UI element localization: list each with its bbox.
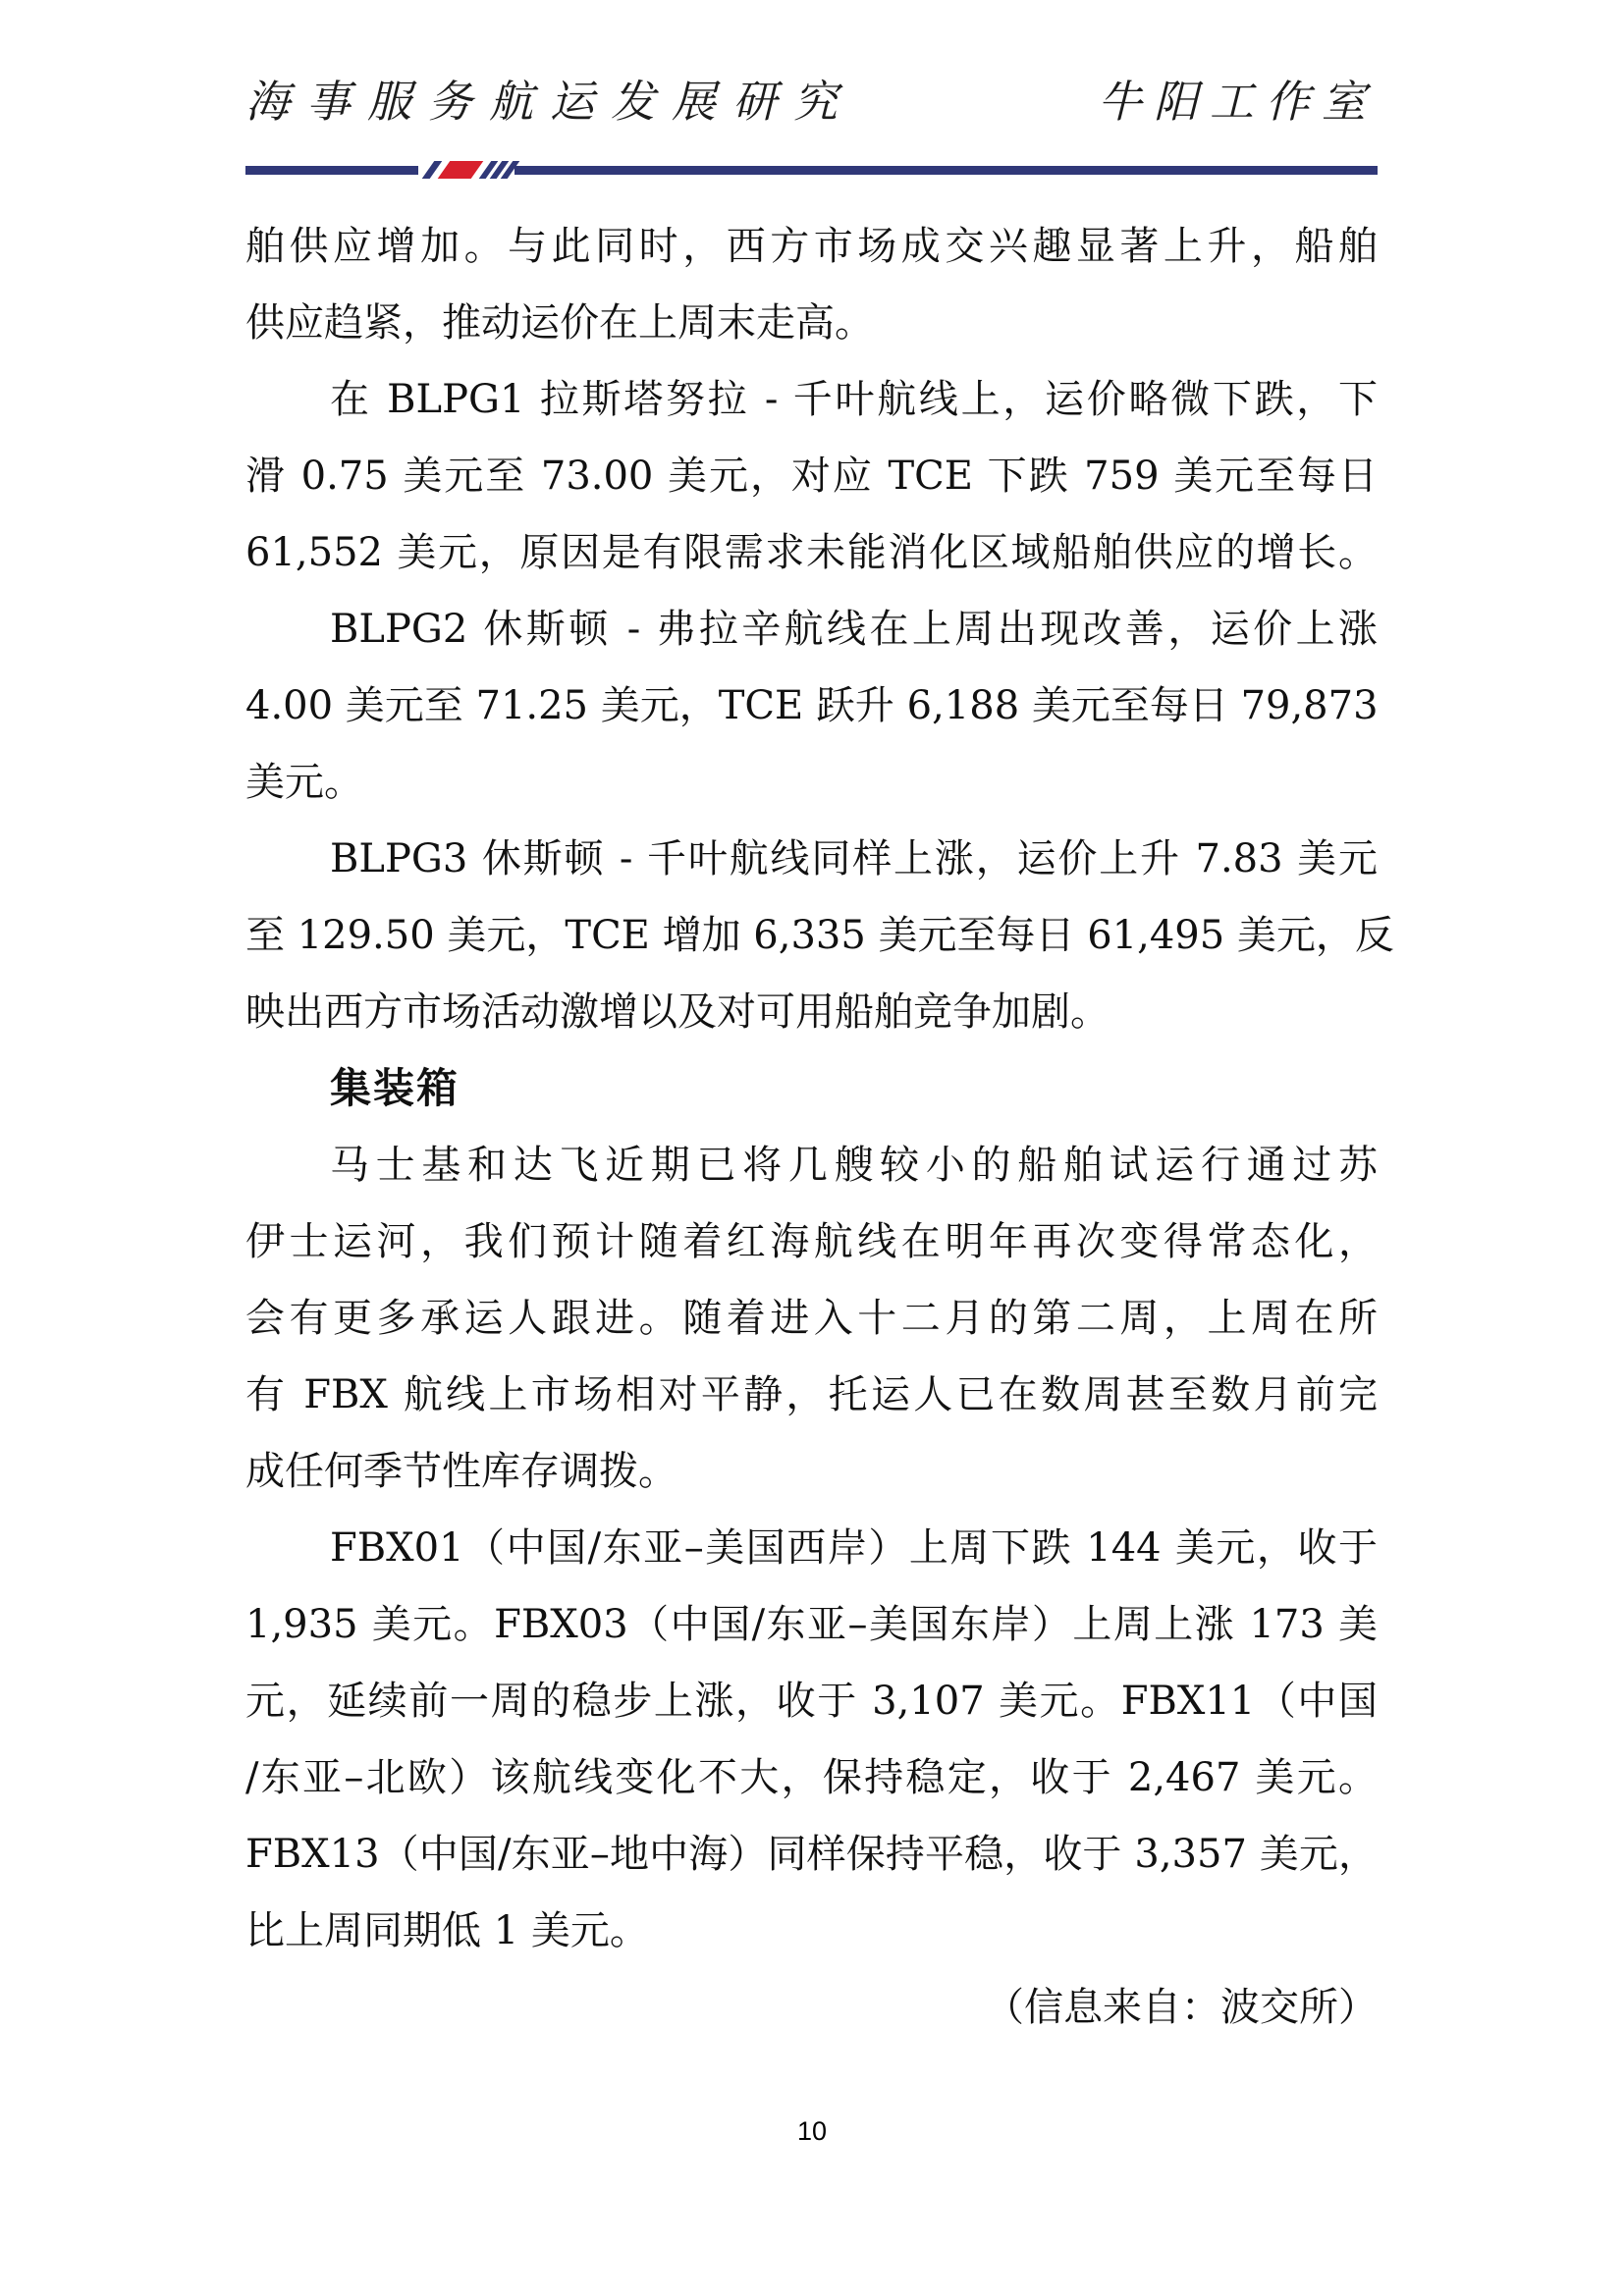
text-line: 供应趋紧，推动运价在上周末走高。 [245,300,874,346]
text-line: 至 129.50 美元，TCE 增加 6,335 美元至每日 61,495 美元，反 [245,913,1394,958]
text-line: 美元。 [245,760,363,805]
text-line: 映出西方市场活动激增以及对可用船舶竞争加剧。 [245,989,1110,1035]
text-line: FBX01（中国/东亚–美国西岸）上周下跌 144 美元，收于 [330,1525,1378,1571]
text-line: 4.00 美元至 71.25 美元，TCE 跃升 6,188 美元至每日 79,873 [245,683,1379,728]
text-line: 伊士运河，我们预计随着红海航线在明年再次变得常态化， [245,1219,1378,1264]
header-rule [245,166,1378,175]
text-line: 成任何季节性库存调拨。 [245,1449,677,1494]
document-body [245,208,1394,2046]
text-line: BLPG2 休斯顿 - 弗拉辛航线在上周出现改善，运价上涨 [330,607,1378,652]
page-number: 10 [796,2116,828,2146]
text-line: 舶供应增加。与此同时，西方市场成交兴趣显著上升，船舶 [245,224,1378,269]
text-line: 元，延续前一周的稳步上涨，收于 3,107 美元。FBX11（中国 [245,1679,1378,1724]
text-line: 会有更多承运人跟进。随着进入十二月的第二周，上周在所 [245,1296,1378,1341]
text-line: 在 BLPG1 拉斯塔努拉 - 千叶航线上，运价略微下跌，下 [330,377,1378,422]
text-line: FBX13（中国/东亚–地中海）同样保持平稳，收于 3,357 美元， [245,1832,1378,1877]
text-line: 1,935 美元。FBX03（中国/东亚–美国东岸）上周上涨 173 美 [245,1602,1378,1647]
text-line: /东亚–北欧）该航线变化不大，保持稳定，收于 2,467 美元。 [245,1755,1378,1800]
source-note: （信息来自：波交所） [985,1985,1378,2030]
text-line: 比上周同期低 1 美元。 [245,1908,649,1953]
text-line: 有 FBX 航线上市场相对平静，托运人已在数周甚至数月前完 [245,1372,1378,1417]
text-line: 马士基和达飞近期已将几艘较小的船舶试运行通过苏 [330,1143,1378,1188]
studio-name: 牛阳工作室 [1097,76,1378,128]
text-line: BLPG3 休斯顿 - 千叶航线同样上涨，运价上升 7.83 美元 [330,836,1378,881]
page-header [245,51,1378,130]
report-series-title: 海事服务航运发展研究 [245,76,855,128]
section-heading: 集装箱 [330,1065,460,1111]
text-line: 61,552 美元，原因是有限需求未能消化区域船舶供应的增长。 [245,530,1378,575]
text-line: 滑 0.75 美元至 73.00 美元，对应 TCE 下跌 759 美元至每日 [245,454,1378,499]
